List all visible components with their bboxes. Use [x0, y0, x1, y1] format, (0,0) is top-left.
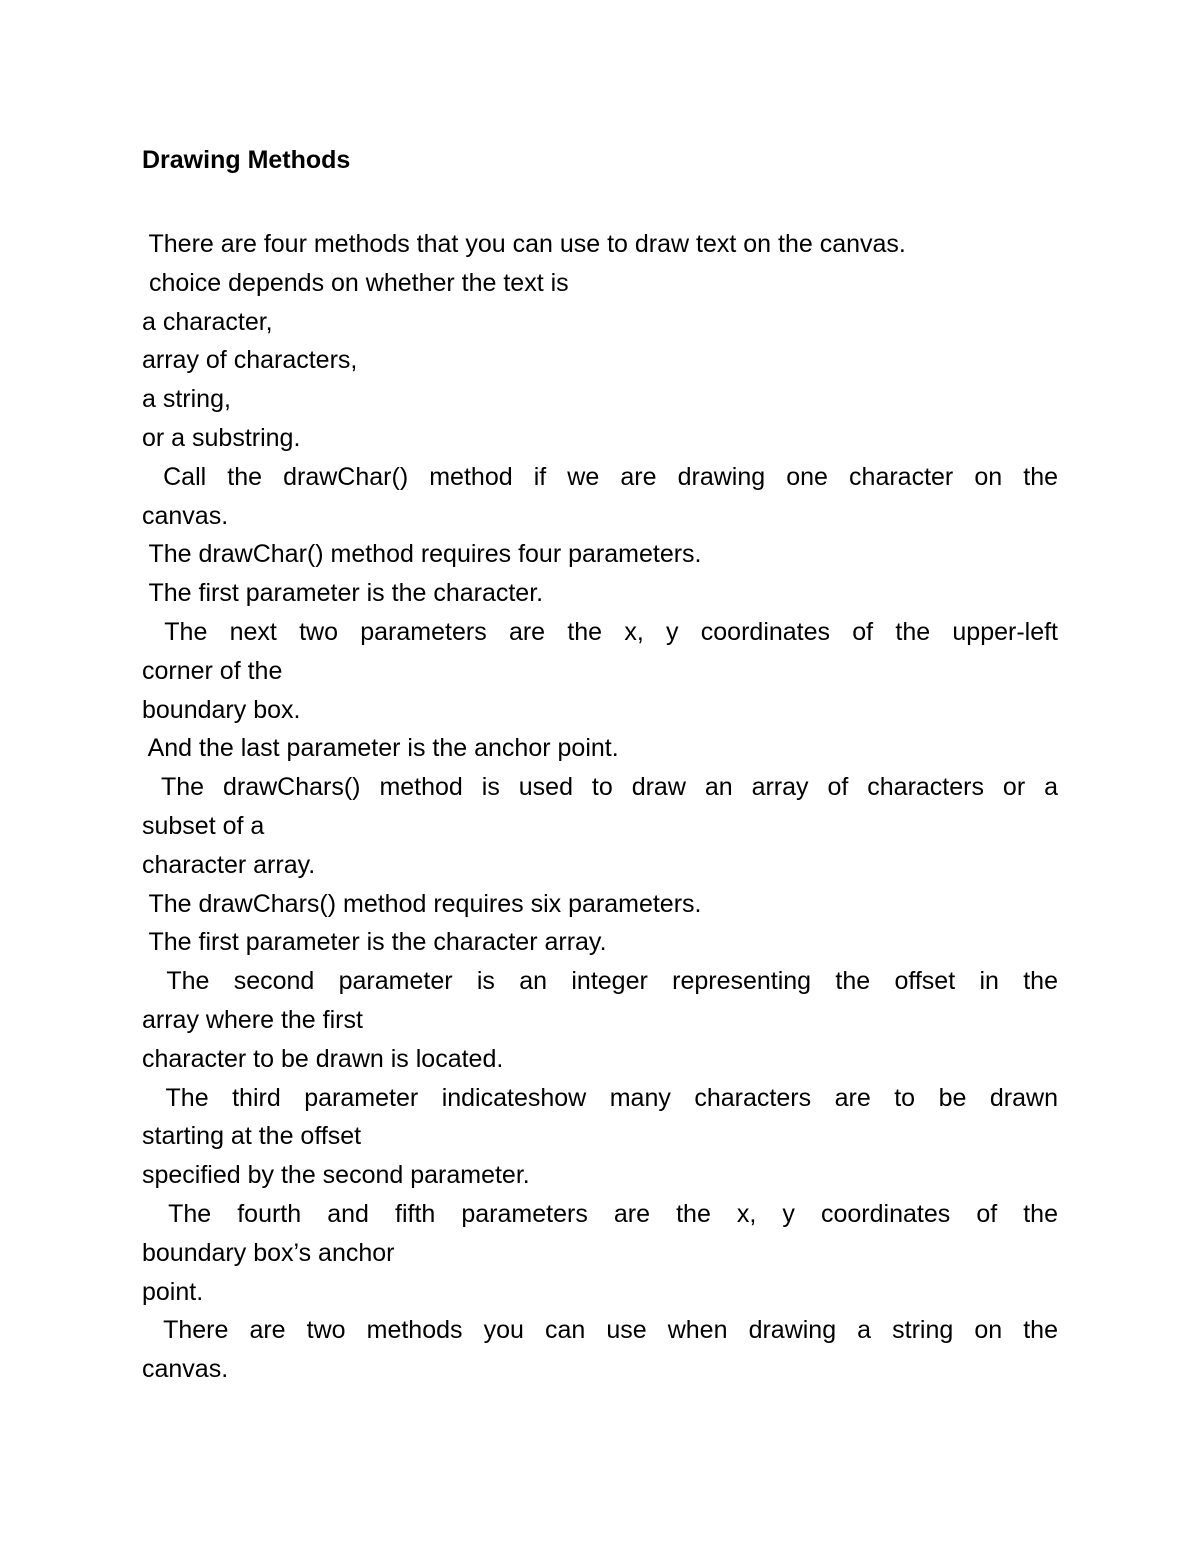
body-line: character to be drawn is located. — [142, 1044, 504, 1073]
body-line: And the last parameter is the anchor point. — [142, 734, 619, 763]
body-line: The drawChars() method is used to draw an array of characters or a — [142, 773, 1058, 802]
body-line: The next two parameters are the x, y coordinates of the upper-left — [142, 617, 1058, 646]
body-line: or a substring. — [142, 423, 301, 452]
body-line: The first parameter is the character. — [142, 579, 544, 608]
body-line: starting at the offset — [142, 1122, 362, 1151]
body-line: The drawChar() method requires four parameters. — [142, 540, 702, 569]
body-line: array where the first — [142, 1005, 363, 1034]
body-line: canvas. — [142, 1355, 229, 1384]
body-line: choice depends on whether the text is — [142, 268, 569, 297]
body-line: subset of a — [142, 811, 265, 840]
body-line: specified by the second parameter. — [142, 1161, 530, 1190]
document-body — [142, 225, 1058, 1389]
body-line: The drawChars() method requires six parameters. — [142, 889, 702, 918]
body-line: canvas. — [142, 501, 229, 530]
body-line: boundary box. — [142, 695, 301, 724]
body-line: a character, — [142, 307, 273, 336]
body-line: boundary box’s anchor — [142, 1238, 395, 1267]
body-line: a string, — [142, 385, 231, 414]
document-title: Drawing Methods — [142, 146, 351, 174]
body-line: corner of the — [142, 656, 283, 685]
body-line: The second parameter is an integer representing the offset in the — [142, 967, 1058, 996]
body-line: character array. — [142, 850, 316, 879]
body-line: The third parameter indicateshow many characters are to be drawn — [142, 1083, 1058, 1112]
body-line: Call the drawChar() method if we are drawing one character on the — [142, 462, 1058, 491]
body-line: array of characters, — [142, 346, 358, 375]
body-line: There are four methods that you can use to draw text on the canvas. — [142, 230, 906, 258]
body-line: The fourth and fifth parameters are the x, y coordinates of the — [142, 1199, 1058, 1228]
body-line: point. — [142, 1277, 204, 1306]
body-line: The first parameter is the character array. — [142, 928, 607, 957]
body-line: There are two methods you can use when drawing a string on the — [142, 1316, 1058, 1345]
